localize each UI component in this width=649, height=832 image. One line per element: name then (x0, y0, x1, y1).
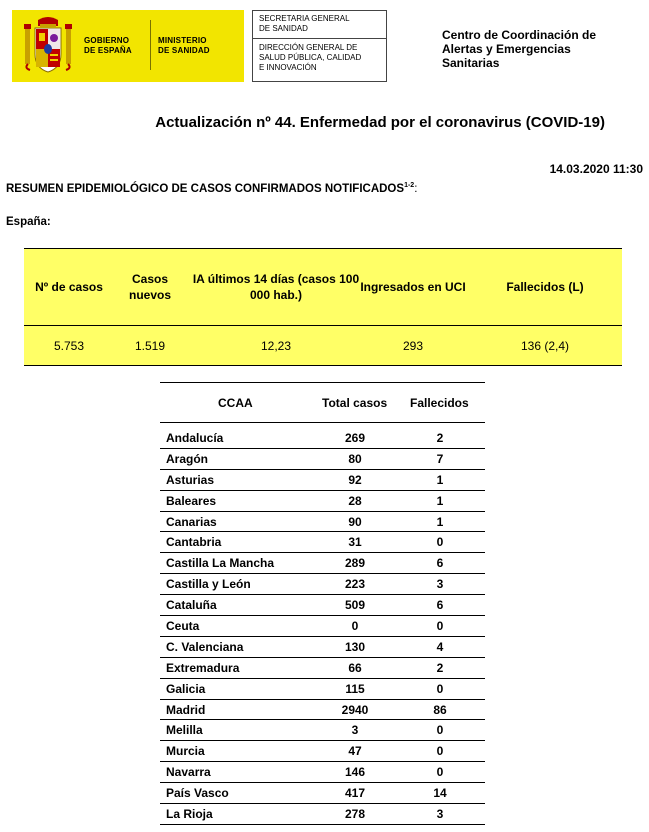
secretaria-block (252, 10, 387, 82)
centro-coordinacion-title: Centro de Coordinación de Alertas y Emergencias Sanitarias (442, 28, 597, 70)
ccaa-total-cell: 47 (348, 744, 362, 759)
ccaa-fallecidos-cell: 1 (436, 493, 444, 508)
government-logo-block (12, 10, 244, 82)
table-row (160, 532, 485, 553)
summary-value-uci: 293 (402, 339, 424, 353)
ccaa-fallecidos-cell: 0 (436, 723, 444, 738)
summary-table (24, 248, 622, 366)
ccaa-fallecidos-cell: 2 (436, 431, 444, 445)
ccaa-name-cell: Andalucía (166, 431, 224, 445)
ccaa-name-cell: Cantabria (166, 535, 222, 550)
table-row (160, 637, 485, 658)
ccaa-total-cell: 289 (344, 556, 366, 571)
ccaa-total-cell: 3 (351, 723, 359, 738)
summary-header-uci: Ingresados en UCI (360, 280, 466, 294)
table-row (160, 512, 485, 533)
ccaa-name-cell: Navarra (166, 765, 211, 780)
ccaa-total-cell: 269 (344, 431, 366, 445)
ccaa-total-cell: 92 (348, 472, 362, 487)
table-row (160, 470, 485, 491)
ccaa-fallecidos-cell: 14 (433, 786, 447, 801)
ccaa-fallecidos-cell: 0 (436, 744, 444, 759)
summary-header-ia: IA últimos 14 días (casos 100 000 hab.) (192, 272, 360, 302)
ccaa-total-cell: 2940 (341, 702, 369, 717)
update-date: 14.03.2020 11:30 (549, 162, 643, 176)
ccaa-total-cell: 278 (344, 807, 366, 822)
table-row (160, 700, 485, 721)
table-row (160, 762, 485, 783)
ccaa-header-fallecidos: Fallecidos (410, 396, 469, 410)
ccaa-fallecidos-cell: 6 (436, 598, 444, 613)
ccaa-fallecidos-cell: 4 (436, 639, 444, 654)
coat-of-arms-icon (22, 16, 74, 76)
gobierno-label: GOBIERNO DE ESPAÑA (84, 36, 132, 55)
summary-value-ia: 12,23 (260, 339, 292, 353)
ccaa-total-cell: 80 (348, 451, 362, 466)
table-row (160, 804, 485, 825)
ccaa-total-cell: 223 (344, 577, 366, 592)
table-row (160, 741, 485, 762)
ccaa-name-cell: Murcia (166, 744, 205, 759)
table-row (160, 428, 485, 449)
ccaa-name-cell: Baleares (166, 493, 217, 508)
ccaa-name-cell: Melilla (166, 723, 203, 738)
ccaa-fallecidos-cell: 86 (433, 702, 447, 717)
ccaa-total-cell: 0 (351, 619, 359, 634)
ccaa-name-cell: Galicia (166, 681, 206, 696)
summary-header-fallecidos: Fallecidos (L) (506, 280, 584, 294)
ccaa-total-cell: 28 (348, 493, 362, 508)
ccaa-fallecidos-cell: 3 (436, 577, 444, 592)
ccaa-total-cell: 115 (345, 681, 365, 696)
summary-value-fallecidos: 136 (2,4) (520, 339, 570, 353)
summary-value-nuevos: 1.519 (134, 339, 166, 353)
ccaa-name-cell: Castilla y León (166, 577, 251, 592)
ccaa-header-total: Total casos (322, 396, 388, 410)
ccaa-total-cell: 146 (344, 765, 366, 780)
ccaa-fallecidos-cell: 2 (436, 660, 444, 675)
summary-header-casos: Nº de casos (35, 280, 103, 294)
ccaa-rows (160, 428, 485, 825)
table-row (160, 491, 485, 512)
ccaa-fallecidos-cell: 0 (436, 765, 444, 780)
region-label: España: (6, 216, 51, 228)
ccaa-name-cell: Ceuta (166, 619, 200, 634)
table-row (160, 449, 485, 470)
table-row (160, 595, 485, 616)
ccaa-name-cell: Canarias (166, 514, 217, 529)
ccaa-name-cell: País Vasco (166, 786, 229, 801)
page-title: Actualización nº 44. Enfermedad por el coronavirus (COVID-19) (155, 114, 605, 131)
ccaa-total-cell: 31 (348, 535, 362, 550)
ccaa-name-cell: Extremadura (166, 660, 240, 675)
ccaa-total-cell: 417 (344, 786, 366, 801)
ccaa-name-cell: Asturias (166, 472, 215, 487)
ccaa-fallecidos-cell: 1 (436, 472, 444, 487)
document-header (0, 0, 649, 92)
ccaa-name-cell: La Rioja (166, 807, 213, 822)
ccaa-name-cell: C. Valenciana (166, 639, 244, 654)
ccaa-top-rule (160, 382, 485, 383)
secretaria-label: SECRETARIA GENERAL DE SANIDAD (253, 11, 386, 39)
ccaa-total-cell: 66 (348, 660, 362, 675)
table-row (160, 553, 485, 574)
ccaa-total-cell: 130 (344, 639, 366, 654)
resumen-heading: RESUMEN EPIDEMIOLÓGICO DE CASOS CONFIRMADOS NOTIFICADOS$^{1-2}$: (6, 182, 418, 195)
ccaa-total-cell: 509 (344, 598, 366, 613)
table-row (160, 783, 485, 804)
ccaa-name-cell: Aragón (166, 451, 208, 466)
table-row (160, 616, 485, 637)
ccaa-name-cell: Madrid (166, 702, 206, 717)
ccaa-fallecidos-cell: 6 (436, 556, 444, 571)
summary-header-nuevos: Casos nuevos (128, 272, 171, 302)
table-row (160, 574, 485, 595)
ccaa-fallecidos-cell: 0 (436, 619, 444, 634)
summary-value-casos: 5.753 (53, 339, 85, 353)
ccaa-fallecidos-cell: 0 (436, 681, 444, 696)
table-row (160, 658, 485, 679)
ccaa-fallecidos-cell: 7 (436, 451, 444, 466)
ccaa-fallecidos-cell: 3 (436, 807, 444, 822)
logo-divider (150, 20, 151, 70)
ccaa-name-cell: Cataluña (166, 598, 217, 613)
ccaa-header-rule (160, 422, 485, 423)
ccaa-total-cell: 90 (348, 514, 362, 529)
direccion-label: DIRECCIÓN GENERAL DE SALUD PÚBLICA, CALIDAD E INNOVACIÓN (259, 43, 362, 72)
ccaa-header-name: CCAA (218, 396, 253, 410)
ministerio-label: MINISTERIO DE SANIDAD (158, 36, 210, 55)
ccaa-fallecidos-cell: 1 (436, 514, 444, 529)
table-row (160, 679, 485, 700)
ccaa-name-cell: Castilla La Mancha (166, 556, 275, 571)
table-row (160, 720, 485, 741)
ccaa-fallecidos-cell: 0 (436, 535, 444, 550)
